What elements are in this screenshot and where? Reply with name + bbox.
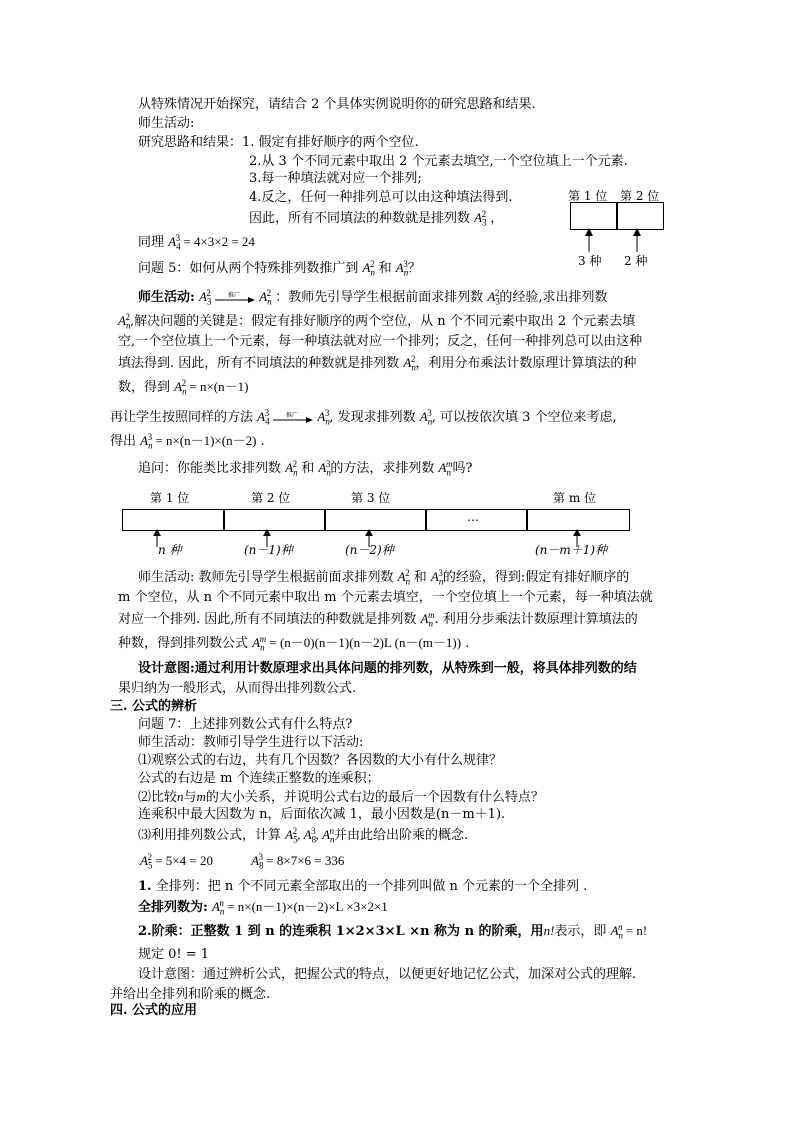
arrow-up-icon bbox=[631, 228, 643, 252]
slot-label-m: 第 m 位 bbox=[553, 491, 597, 505]
question-7: 问题 7：上述排列数公式有什么特点? bbox=[138, 717, 353, 732]
slot-label-2: 第 2 位 bbox=[251, 491, 291, 505]
slot-box-2 bbox=[223, 509, 326, 531]
choice1-label: 3 种 bbox=[578, 254, 602, 268]
full-permutation-def: 1. 全排列：把 n 个不同元素全部取出的一个排列叫做 n 个元素的一个全排列 . bbox=[138, 879, 588, 894]
question-5: 问题 5：如何从两个特殊排列数推广到 $A_n^2$ 和 $A_n^3$？ bbox=[138, 258, 421, 278]
svg-text:推广: 推广 bbox=[286, 411, 299, 419]
choice-label-3: (n－2)种 bbox=[345, 543, 394, 557]
design-intent-1b: 果归纳为一般形式，从而得出排列数公式. bbox=[118, 681, 357, 696]
choice-label-2: (n－1)种 bbox=[244, 543, 293, 557]
para-line-16: 得出 $A_n^3 = n\times(n-1)\times(n-2)$ . bbox=[110, 431, 265, 451]
activity-2: ⑵比较n与m的大小关系，并说明公式右边的最后一个因数有什么特点？ bbox=[138, 789, 544, 805]
para-line-14: 数，得到 $A_n^2 = n\times(n-1)$ bbox=[118, 377, 249, 397]
para-line-19: m 个空位，从 n 个不同元素中取出 m 个元素去填空，一个空位填上一个元素，每一种填法就 bbox=[118, 590, 653, 605]
design-intent-1: 设计意图:通过利用计数原理求出具体问题的排列数，从特殊到一般，将具体排列数的结 bbox=[138, 661, 637, 676]
para-line-20: 对应一个排列. 因此,所有不同填法的种数就是排列数 $A_n^m$. 利用分步乘法计数原理计算填法的 bbox=[118, 609, 638, 629]
para-line-18: 师生活动: 教师先引导学生根据前面求排列数 $A_n^2$ 和 $A_n^3$的经验，得到:假定有排好顺序的 bbox=[138, 567, 630, 587]
slot2-box bbox=[616, 202, 664, 230]
calc-examples: $A_5^2 = 5\times 4 = 20$ $A_8^3 = 8\times 7\times 6 = 336$ bbox=[140, 851, 345, 871]
research-step-3: 3.每一种填法就对应一个排列; bbox=[249, 171, 422, 186]
para-line-13: 填法得到. 因此，所有不同填法的种数就是排列数 $A_n^2$，利用分布乘法计数原理计算填法的种 bbox=[118, 353, 637, 373]
section-3-heading: 三. 公式的辨析 bbox=[110, 699, 198, 714]
section-4-heading: 四. 公式的应用 bbox=[110, 1003, 198, 1018]
slot-label-3: 第 3 位 bbox=[351, 491, 391, 505]
follow-up-question: 追问：你能类比求排列数 $A_n^2$ 和 $A_n^3$的方法，求排列数 $A_n^m$吗? bbox=[138, 458, 473, 478]
slot-box-m bbox=[526, 509, 630, 531]
choice-label-1: n 种 bbox=[158, 543, 182, 557]
para-line-11: $A_n^2$,解决问题的关键是：假定有排好顺序的两个空位，从 n 个不同元素中取出 2 个元素去填 bbox=[118, 311, 636, 331]
slot-box-1 bbox=[122, 509, 225, 531]
choice-label-m: (n－m＋1)种 bbox=[535, 543, 608, 557]
para-line-12: 空,一个空位填上一个元素，每一种填法就对应一个排列；反之，任何一种排列总可以由这种 bbox=[118, 334, 643, 349]
activity-2-answer: 连乘积中最大因数为 n，后面依次减 1，最小因数是(n－m＋1). bbox=[138, 807, 506, 822]
slot1-label: 第 1 位 bbox=[568, 189, 608, 203]
research-step-4: 4.反之，任何一种排列总可以由这种填法得到. bbox=[249, 190, 513, 205]
para-line-15: 再让学生按照同样的方法 $A_4^3$ 推广 $A_n^3$, 发现求排列数 $A_n^3$, 可以按依次填 3 个空位来考虑, bbox=[110, 407, 617, 427]
svg-text:推广: 推广 bbox=[228, 291, 241, 299]
slot-label-1: 第 1 位 bbox=[150, 491, 190, 505]
activity-3: ⑶利用排列数公式，计算 $A_5^2$, $A_8^3$, $A_n^n$并由此给出阶乘的概念. bbox=[138, 825, 469, 845]
factorial-def: 2.阶乘：正整数 1 到 n 的连乘积 1×2×3×L ×n 称为 n 的阶乘，用n!表示，即 $A_n^n = n$! bbox=[138, 921, 648, 941]
full-permutation-count: 全排列数为: $A_n^n = n\times(n-1)\times(n-2)\times L \times 3\times 2\times 1$ bbox=[138, 897, 388, 917]
research-step-2: 2.从 3 个不同元素中取出 2 个元素去填空,一个空位填上一个元素. bbox=[249, 154, 628, 169]
slot-box-3 bbox=[324, 509, 427, 531]
research-conclusion: 因此，所有不同填法的种数就是排列数 $A_3^2$ ， bbox=[249, 208, 504, 228]
generalize-arrow-icon bbox=[215, 291, 255, 305]
arrow-up-icon bbox=[583, 228, 595, 252]
similarly-line: 同理 $A_4^3 = 4\times 3\times 2 = 24$ bbox=[138, 232, 255, 252]
activity-label: 师生活动: bbox=[138, 116, 195, 131]
slot1-box bbox=[570, 202, 618, 230]
design-intent-2: 设计意图：通过辨析公式，把握公式的特点，以便更好地记忆公式，加深对公式的理解. bbox=[138, 967, 637, 982]
activity-1: ⑴观察公式的右边，共有几个因数？各因数的大小有什么规律？ bbox=[138, 753, 503, 768]
research-step-1: 研究思路和结果：1. 假定有排好顺序的两个空位. bbox=[138, 135, 419, 150]
slot-ellipsis: … bbox=[467, 510, 479, 524]
generalize-line: 师生活动: $A_3^2$ 推广 $A_n^2$ ：教师先引导学生根据前面求排列数 $A_3^2$的经验,求出排列数 bbox=[138, 287, 608, 307]
intro-line: 从特殊情况开始探究，请结合 2 个具体实例说明你的研究思路和结果. bbox=[138, 97, 536, 112]
design-intent-2b: 并给出全排列和阶乘的概念. bbox=[110, 987, 271, 1002]
activity-1-answer: 公式的右边是 m 个连续正整数的连乘积； bbox=[138, 771, 380, 786]
choice2-label: 2 种 bbox=[624, 254, 648, 268]
zero-factorial: 规定 0! = 1 bbox=[138, 947, 210, 962]
activity-intro: 师生活动：教师引导学生进行以下活动: bbox=[138, 735, 364, 750]
generalize-arrow-icon bbox=[273, 411, 313, 425]
slot2-label: 第 2 位 bbox=[620, 189, 660, 203]
permutation-formula-line: 种数，得到排列数公式 $A_n^m = (n-0)(n-1)(n-2)L$ (n－(m－1)) . bbox=[118, 633, 470, 653]
